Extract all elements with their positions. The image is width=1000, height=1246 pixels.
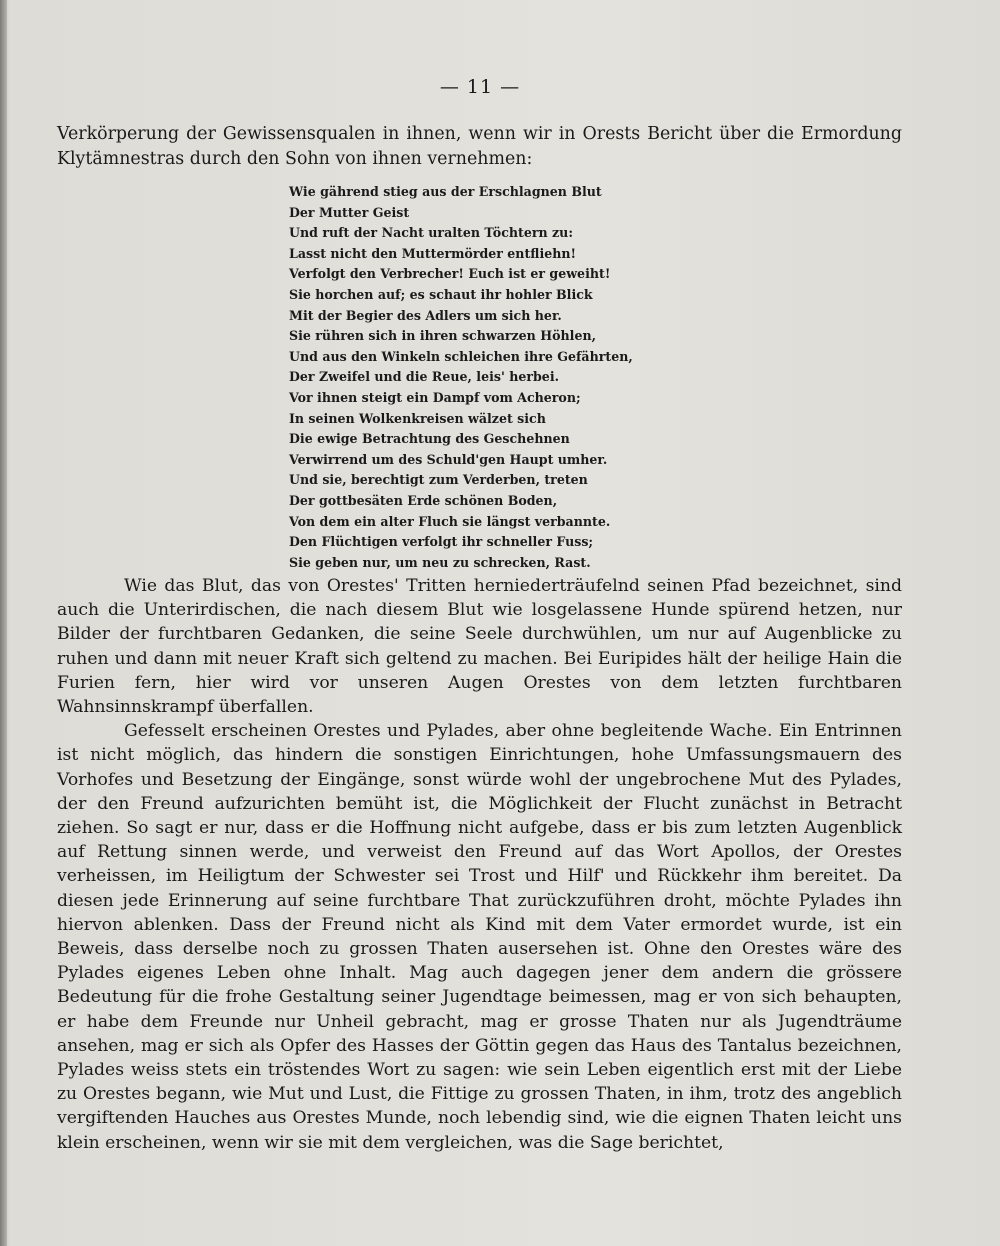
poem-line: Wie gährend stieg aus der Erschlagnen Blut bbox=[289, 184, 602, 199]
poem-line: Der gottbesäten Erde schönen Boden, bbox=[289, 492, 558, 508]
poem-line: Und ruft der Nacht uralten Töchtern zu: bbox=[289, 225, 573, 241]
poem-line: Die ewige Betrachtung des Geschehnen bbox=[289, 431, 570, 447]
page-number: — 11 — bbox=[439, 76, 521, 98]
poem-line: Und sie, berechtigt zum Verderben, treten bbox=[289, 472, 588, 488]
paragraph-orestes-pylades: Gefesselt erscheinen Orestes und Pylades, aber ohne begleitende Wache. Ein Entrinnen ist nicht möglich, das hindern die sonstigen Einrichtungen, hohe Umfassungsmauern des Vorhofes und Besetzung der Eingänge, sonst würde wohl der ungebrochene Mut des Pylades, der den Freund aufzurichten bemüht ist, die Möglichkeit der Flucht zunächst in Betracht ziehen. So sagt er nur, dass er die Hoffnung nicht aufgebe, dass er bis zum letzten Augenblick auf Rettung sinnen werde, und verweist den Freund auf das Wort Apollos, der Orestes verheissen, im Heiligtum der Schwester sei Trost und Hilf' und Rückkehr ihm bereitet. Da diesen jede Erinnerung auf seine furchtbare That zurückzuführen droht, möchte Pylades ihn hiervon ablenken. Dass der Freund nicht als Kind mit dem Vater ermordet wurde, ist ein Beweis, dass derselbe noch zu grossen Thaten ausersehen ist. Ohne den Orestes wäre des Pylades eigenes Leben ohne Inhalt. Mag auch dagegen jener dem andern die grössere Bedeutung für die frohe Gestaltung seiner Jugendtage beimessen, mag er von sich behaupten, er habe dem Freunde nur Unheil gebracht, mag er grosse Thaten nur als Jugendträume ansehen, mag er sich als Opfer des Hasses der Göttin gegen das Haus des Tantalus bezeichnen, Pylades weiss stets ein tröstendes Wort zu sagen: wie sein Leben eigentlich erst mit der Liebe zu Orestes begann, wie Mut und Lust, die Fittige zu grossen Thaten, in ihm, trotz des angeblich vergiftenden Hauches aus Orestes Munde, noch lebendig sind, wie die eignen Thaten leicht uns klein erscheinen, wenn wir sie mit dem vergleichen, was die Sage berichtet, bbox=[57, 721, 902, 1153]
poem-line: Der Mutter Geist bbox=[289, 204, 410, 220]
poem-line: Sie geben nur, um neu zu schrecken, Rast. bbox=[289, 554, 591, 570]
poem-line: Mit der Begier des Adlers um sich her. bbox=[289, 307, 562, 323]
poem-line: Verwirrend um des Schuld'gen Haupt umher. bbox=[289, 451, 608, 467]
intro-paragraph bbox=[57, 122, 902, 172]
poem-line: Den Flüchtigen verfolgt ihr schneller Fuss; bbox=[289, 534, 594, 550]
page-edge-shadow bbox=[0, 0, 7, 1246]
body-text bbox=[57, 574, 902, 1155]
poem-line: In seinen Wolkenkreisen wälzet sich bbox=[289, 410, 546, 426]
poem-line: Lasst nicht den Muttermörder entfliehn! bbox=[289, 245, 577, 261]
poem-line: Der Zweifel und die Reue, leis' herbei. bbox=[289, 369, 559, 385]
poem-line: Und aus den Winkeln schleichen ihre Gefährten, bbox=[289, 348, 633, 364]
poem-line: Von dem ein alter Fluch sie längst verbannte. bbox=[289, 513, 611, 529]
poem-line: Sie rühren sich in ihren schwarzen Höhlen, bbox=[289, 328, 596, 344]
poem-line: Vor ihnen steigt ein Dampf vom Acheron; bbox=[289, 389, 581, 405]
poem-line: Verfolgt den Verbrecher! Euch ist er geweiht! bbox=[289, 266, 611, 282]
poem-quotation bbox=[289, 182, 769, 573]
poem-line: Sie horchen auf; es schaut ihr hohler Blick bbox=[289, 286, 593, 302]
intro-text: Verkörperung der Gewissensqualen in ihnen, wenn wir in Orests Bericht über die Ermordung Klytämnestras durch den Sohn von ihnen vernehmen: bbox=[57, 124, 902, 169]
paragraph-orestes-blood: Wie das Blut, das von Orestes' Tritten herniederträufelnd seinen Pfad bezeichnet, sind auch die Unterirdischen, die nach diesem Blut wie losgelassene Hunde spürend hetzen, nur Bilder der furchtbaren Gedanken, die seine Seele durchwühlen, um nur auf Augenblicke zu ruhen und dann mit neuer Kraft sich geltend zu machen. Bei Euripides hält der heilige Hain die Furien fern, hier wird vor unseren Augen Orestes von dem letzten furchtbaren Wahnsinnskrampf überfallen. bbox=[57, 576, 902, 718]
